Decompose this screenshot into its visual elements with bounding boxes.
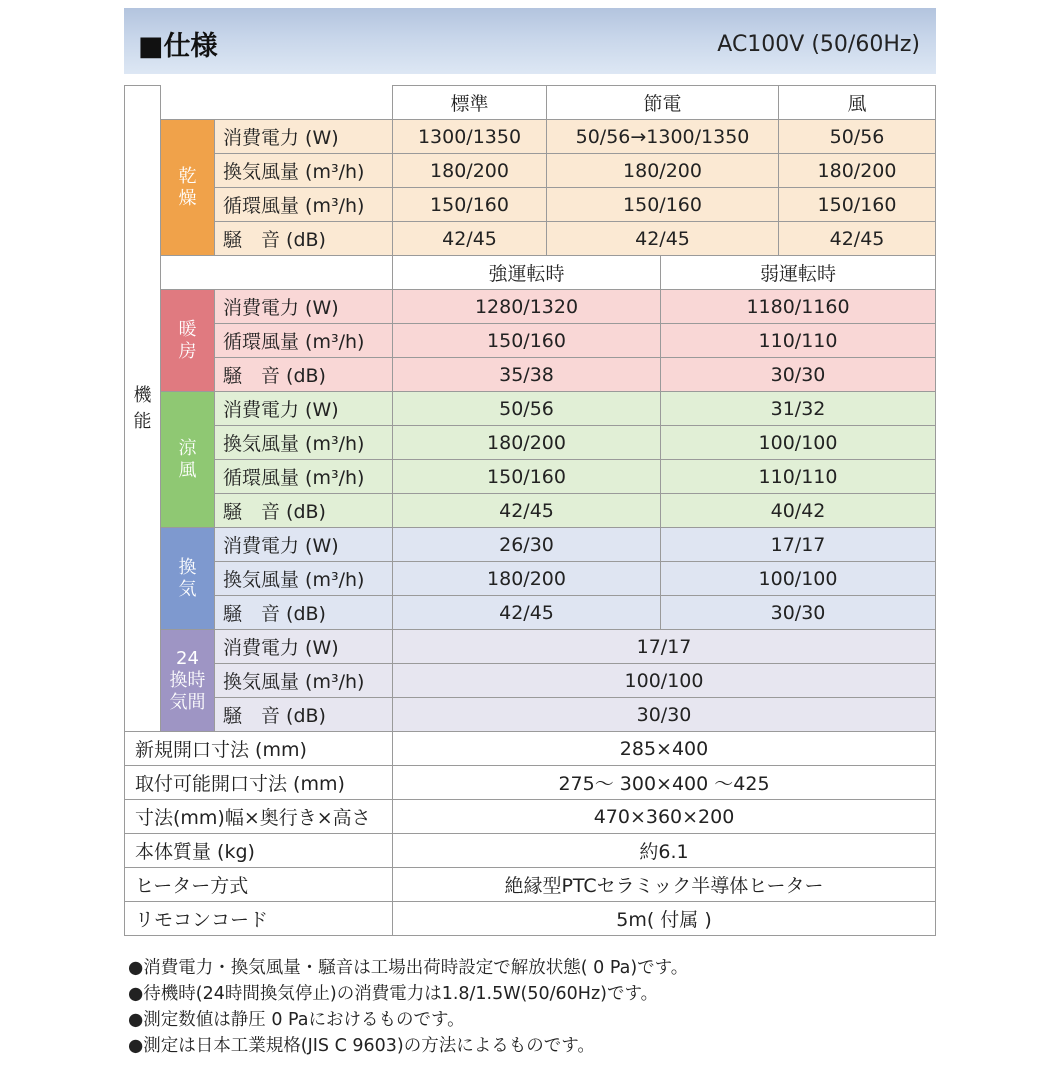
group-vent: 換 気 (161, 528, 215, 630)
group-heat: 暖 房 (161, 290, 215, 392)
col-fan: 風 (779, 86, 936, 120)
row-label: 消費電力 (W) (215, 120, 393, 154)
spec-label: ヒーター方式 (125, 868, 393, 902)
spec-label: 新規開口寸法 (mm) (125, 732, 393, 766)
row-label: 騒 音 (dB) (215, 494, 393, 528)
row-label: 換気風量 (m³/h) (215, 562, 393, 596)
spec-label: リモコンコード (125, 902, 393, 936)
spec-header (124, 8, 936, 74)
row-label: 騒 音 (dB) (215, 596, 393, 630)
cell: 110/110 (661, 460, 936, 494)
spec-label: 本体質量 (kg) (125, 834, 393, 868)
row-label: 消費電力 (W) (215, 528, 393, 562)
cell: 100/100 (661, 426, 936, 460)
row-label: 消費電力 (W) (215, 392, 393, 426)
row-label: 循環風量 (m³/h) (215, 324, 393, 358)
row-label: 循環風量 (m³/h) (215, 460, 393, 494)
cell: 180/200 (547, 154, 779, 188)
spec-table (124, 85, 936, 936)
cell: 50/56→1300/1350 (547, 120, 779, 154)
spec-value: 絶縁型PTCセラミック半導体ヒーター (393, 868, 936, 902)
cell: 180/200 (779, 154, 936, 188)
cell: 30/30 (393, 698, 936, 732)
cell: 100/100 (661, 562, 936, 596)
cell: 30/30 (661, 596, 936, 630)
cell: 180/200 (393, 154, 547, 188)
col-weak: 弱運転時 (661, 256, 936, 290)
functions-label: 機 能 (125, 86, 161, 732)
cell: 110/110 (661, 324, 936, 358)
row-label: 騒 音 (dB) (215, 698, 393, 732)
row-label: 循環風量 (m³/h) (215, 188, 393, 222)
cell: 50/56 (393, 392, 661, 426)
spec-title: ■仕様 (138, 31, 218, 62)
col-strong: 強運転時 (393, 256, 661, 290)
cell: 1300/1350 (393, 120, 547, 154)
row-label: 騒 音 (dB) (215, 222, 393, 256)
cell: 42/45 (393, 494, 661, 528)
cell: 31/32 (661, 392, 936, 426)
cell: 17/17 (661, 528, 936, 562)
row-label: 騒 音 (dB) (215, 358, 393, 392)
spec-value: 約6.1 (393, 834, 936, 868)
note-item: ●測定は日本工業規格(JIS C 9603)の方法によるものです。 (128, 1036, 595, 1056)
row-label: 換気風量 (m³/h) (215, 664, 393, 698)
cell: 180/200 (393, 426, 661, 460)
power-supply: AC100V (50/60Hz) (717, 32, 920, 57)
spec-label: 取付可能開口寸法 (mm) (125, 766, 393, 800)
group-dry: 乾 燥 (161, 120, 215, 256)
cell: 30/30 (661, 358, 936, 392)
cell: 50/56 (779, 120, 936, 154)
cell: 150/160 (547, 188, 779, 222)
spec-value: 275〜 300×400 〜425 (393, 766, 936, 800)
cell: 35/38 (393, 358, 661, 392)
row-label: 消費電力 (W) (215, 290, 393, 324)
row-label: 換気風量 (m³/h) (215, 154, 393, 188)
cell: 17/17 (393, 630, 936, 664)
cell: 42/45 (779, 222, 936, 256)
cell: 180/200 (393, 562, 661, 596)
spec-label: 寸法(mm)幅×奥行き×高さ (125, 800, 393, 834)
spec-value: 285×400 (393, 732, 936, 766)
cell: 150/160 (393, 324, 661, 358)
cell: 1180/1160 (661, 290, 936, 324)
cell: 150/160 (393, 188, 547, 222)
cell: 150/160 (393, 460, 661, 494)
cell: 100/100 (393, 664, 936, 698)
note-item: ●測定数値は静圧 0 Paにおけるものです。 (128, 1010, 465, 1030)
col-standard: 標準 (393, 86, 547, 120)
row-label: 消費電力 (W) (215, 630, 393, 664)
spec-value: 470×360×200 (393, 800, 936, 834)
note-item: ●待機時(24時間換気停止)の消費電力は1.8/1.5W(50/60Hz)です。 (128, 984, 659, 1004)
group-vent24: 24 換時 気間 (161, 630, 215, 732)
cell: 1280/1320 (393, 290, 661, 324)
cell: 150/160 (779, 188, 936, 222)
cell: 42/45 (547, 222, 779, 256)
spec-value: 5m( 付属 ) (393, 902, 936, 936)
cell: 42/45 (393, 222, 547, 256)
col-power-saving: 節電 (547, 86, 779, 120)
note-item: ●消費電力・換気風量・騒音は工場出荷時設定で解放状態( 0 Pa)です。 (128, 958, 689, 978)
group-cool: 涼 風 (161, 392, 215, 528)
cell: 26/30 (393, 528, 661, 562)
cell: 42/45 (393, 596, 661, 630)
row-label: 換気風量 (m³/h) (215, 426, 393, 460)
cell: 40/42 (661, 494, 936, 528)
notes (128, 955, 688, 1059)
